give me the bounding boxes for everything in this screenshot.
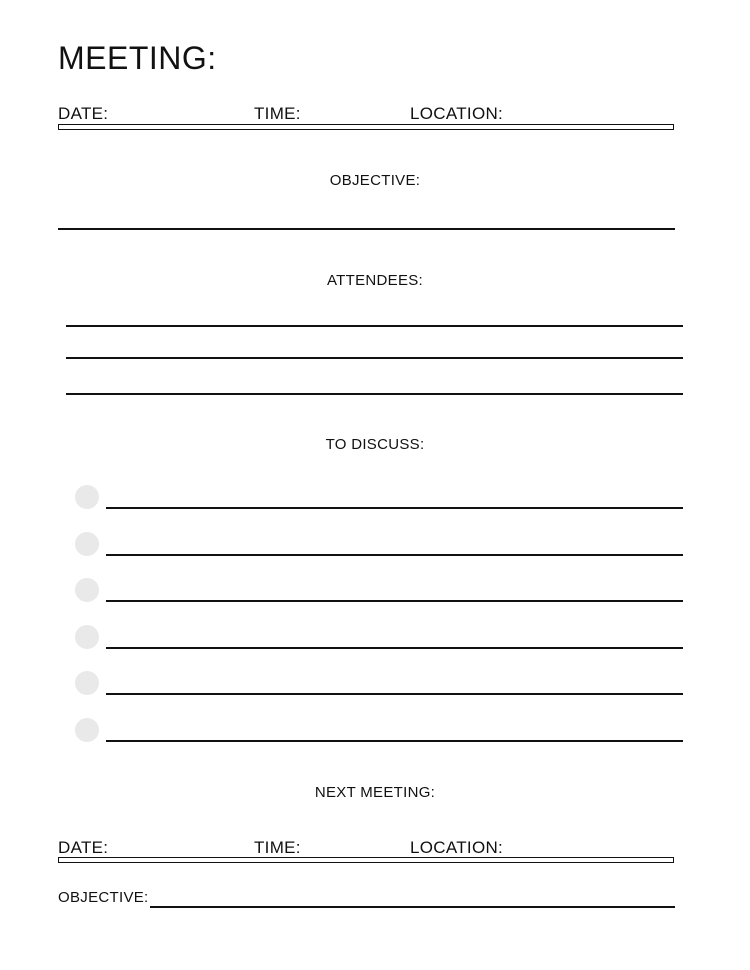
next-time-label: TIME:: [254, 838, 301, 857]
attendee-line[interactable]: [66, 357, 683, 359]
objective-line[interactable]: [58, 228, 675, 230]
time-label: TIME:: [254, 104, 301, 123]
discuss-item-line[interactable]: [106, 647, 683, 649]
discuss-item-line[interactable]: [106, 554, 683, 556]
date-label: DATE:: [58, 104, 109, 123]
bullet-circle-icon[interactable]: [75, 718, 99, 742]
bullet-circle-icon[interactable]: [75, 532, 99, 556]
bullet-circle-icon[interactable]: [75, 671, 99, 695]
discuss-item-line[interactable]: [106, 600, 683, 602]
next-meeting-heading: NEXT MEETING:: [314, 784, 436, 801]
attendee-line[interactable]: [66, 393, 683, 395]
page-title: MEETING:: [58, 40, 217, 76]
header-info-field[interactable]: [58, 124, 674, 130]
location-label: LOCATION:: [410, 104, 504, 123]
next-objective-line[interactable]: [150, 906, 675, 908]
attendees-heading: ATTENDEES:: [326, 272, 424, 289]
next-date-label: DATE:: [58, 838, 109, 857]
discuss-item-line[interactable]: [106, 693, 683, 695]
to-discuss-heading: TO DISCUSS:: [325, 436, 425, 453]
bullet-circle-icon[interactable]: [75, 625, 99, 649]
objective-heading: OBJECTIVE:: [329, 172, 421, 189]
next-location-label: LOCATION:: [410, 838, 504, 857]
discuss-item-line[interactable]: [106, 507, 683, 509]
next-objective-label: OBJECTIVE:: [58, 889, 149, 906]
next-meeting-info-field[interactable]: [58, 857, 674, 863]
bullet-circle-icon[interactable]: [75, 578, 99, 602]
attendee-line[interactable]: [66, 325, 683, 327]
bullet-circle-icon[interactable]: [75, 485, 99, 509]
discuss-item-line[interactable]: [106, 740, 683, 742]
